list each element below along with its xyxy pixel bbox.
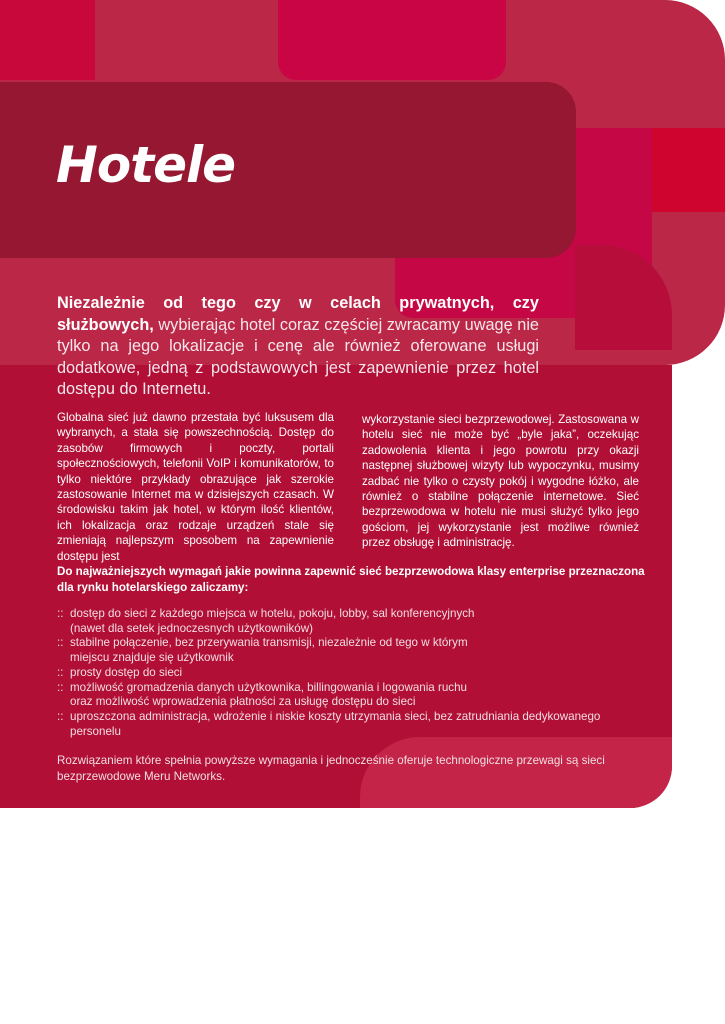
list-item-line: możliwość gromadzenia danych użytkownika, billingowania i logowania ruchu (70, 680, 467, 694)
list-item (57, 607, 657, 636)
list-item-line: miejscu znajduje się użytkownik (70, 651, 234, 665)
list-item (57, 681, 657, 710)
page-title: Hotele (56, 136, 236, 194)
decorative-block-top (278, 0, 506, 80)
requirements-heading: Do najważniejszych wymagań jakie powinna zapewnić sieć bezprzewodowa klasy enterprise przeznaczona dla rynku hotelarskiego zaliczamy: (57, 565, 645, 594)
lead-text: wybierając hotel coraz częściej zwracamy uwagę nie tylko na jego lokalizacje i cenę ale również oferowane usługi dodatkowe, jedną z podstawowych jest zapewnienie przez hotel dostępu do Internetu. (57, 315, 539, 398)
list-item-line: oraz możliwość wprowadzenia płatności za usługę dostępu do sieci (70, 695, 416, 709)
body-column-right: wykorzystanie sieci bezprzewodowej. Zastosowana w hotelu sieć nie może być „byle jaka”, oczekując zadowolenia klienta i jego powrotu przy okazji następnej służbowej wizyty lub wypoczynku, musimy zadbać nie tylko o czysty pokój i wygodne łóżko, ale również o stabilne połączenie internetowe. Sieć bezprzewodowa w hotelu nie musi służyć tylko jego gościom, jej wykorzystanie jest możliwe również przez obsługę i administrację. (362, 413, 639, 550)
list-item-line: (nawet dla setek jednoczesnych użytkowników) (70, 621, 313, 635)
lead-paragraph (57, 293, 539, 401)
bullet-icon: :: (57, 680, 64, 694)
list-item-line: dostęp do sieci z każdego miejsca w hotelu, pokoju, lobby, sal konferencyjnych (70, 607, 475, 620)
list-item-line: personelu (70, 724, 121, 738)
body-column-left: Globalna sieć już dawno przestała być luksusem dla wybranych, a stała się powszechnością. Dostęp do zasobów firmowych i poczty, portali społecznościowych, telefonii VoIP i komunikatorów, to tylko niektóre przykłady obrazujące jak szerokie zastosowanie Internet ma w dzisiejszych czasach. W środowisku takim jak hotel, w którym ilość klientów, ich lokalizacja oraz rodzaje urządzeń stale się zmieniają najlepszym sposobem na zapewnienie dostępu jest (57, 411, 334, 563)
list-item (57, 636, 657, 665)
decorative-block-left (0, 0, 95, 80)
bullet-icon: :: (57, 636, 64, 650)
list-item-line: prosty dostęp do sieci (70, 665, 183, 679)
bullet-icon: :: (57, 607, 64, 620)
lead-strong-text: Niezależnie od tego czy w celach prywatnych, czy służbowych, (57, 294, 539, 334)
bullet-icon: :: (57, 665, 64, 679)
decorative-block-right (652, 128, 725, 212)
list-item-line: uproszczona administracja, wdrożenie i niskie koszty utrzymania sieci, bez zatrudniania dedykowanego (70, 709, 601, 723)
list-item (57, 666, 657, 681)
closing-paragraph: Rozwiązaniem które spełnia powyższe wymagania i jednocześnie oferuje technologiczne przewagi są sieci bezprzewodowe Meru Networks. (57, 754, 605, 783)
list-item (57, 710, 657, 739)
list-item-line: stabilne połączenie, bez przerywania transmisji, niezależnie od tego w którym (70, 636, 468, 650)
requirements-list (57, 607, 657, 739)
bullet-icon: :: (57, 709, 64, 723)
